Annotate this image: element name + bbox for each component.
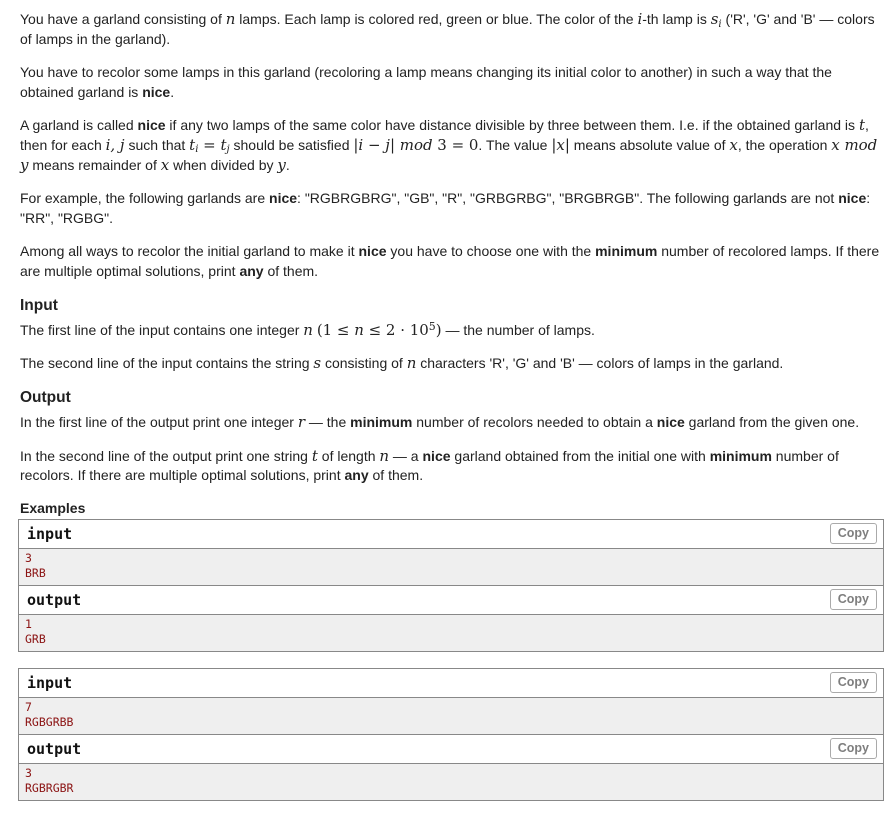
text-segment-n: |: [353, 135, 359, 154]
text-segment-u: i: [718, 18, 722, 30]
text-segment-n: |: [551, 135, 557, 154]
text-segment-b: nice: [422, 447, 451, 464]
text-segment: garland from the given one.: [684, 414, 860, 430]
text-segment: should be satisfied: [229, 136, 354, 153]
text-segment: . The value: [478, 136, 552, 153]
text-segment: : "RGBRGBRG", "GB", "R", "GRBGRBG", "BRGBRGB". The following garlands are not: [297, 190, 839, 207]
pre-line: 3: [25, 766, 32, 781]
text-segment-b: any: [239, 262, 264, 279]
text-segment: when divided by: [169, 156, 278, 173]
text-segment: In the second line of the output print one string: [20, 447, 312, 464]
pre-line: BRB: [25, 566, 46, 581]
text-segment: number of recolors. If there are multiple optimal solutions, print: [20, 447, 839, 484]
statement-paragraph-3: [20, 116, 884, 175]
copy-button[interactable]: Copy: [830, 589, 877, 610]
text-segment-m: t: [189, 135, 196, 154]
pre-line: 1: [25, 617, 32, 632]
input-section-title: Input: [20, 296, 58, 314]
text-segment: — a: [389, 447, 423, 464]
input-paragraph-1: [20, 321, 884, 341]
text-segment-m: mod: [399, 135, 433, 154]
text-segment-m: s: [710, 10, 719, 28]
pre-line: GRB: [25, 632, 46, 647]
statement-paragraph-2: [20, 63, 884, 102]
text-segment-n: |: [389, 135, 400, 154]
example-1-input-title: input: [27, 525, 73, 544]
text-segment: You have to recolor some lamps in this garland (recoloring a lamp means changing its initial color to another) in such a way that the obtained garland is: [20, 64, 832, 100]
example-1-input-data: [19, 549, 883, 586]
text-segment: number of recolors needed to obtain a: [412, 414, 657, 430]
text-segment-m: y: [277, 155, 286, 174]
text-segment: ('R', 'G' and 'B' — colors of lamps in the garland).: [20, 11, 875, 47]
text-segment: if any two lamps of the same color have distance divisible by three between them. I.e. if the obtained garland is: [165, 117, 859, 134]
text-segment: , then for each: [20, 117, 869, 153]
example-2-input-header: [19, 669, 883, 698]
text-segment-n: ): [435, 320, 442, 339]
pre-line: RGBGRBB: [25, 715, 74, 730]
example-test-2: [18, 668, 884, 801]
text-segment-m: t: [858, 116, 865, 135]
text-segment-b: nice: [142, 83, 171, 100]
text-segment-n: −: [363, 135, 386, 154]
text-segment-m: t: [311, 446, 318, 465]
text-segment-m: x: [729, 135, 738, 154]
text-segment: For example, the following garlands are: [20, 190, 270, 207]
text-segment: : "RR", "RGBG".: [20, 190, 871, 226]
example-test-1: [18, 519, 884, 652]
statement-paragraph-5: [20, 242, 884, 281]
text-segment-b: nice: [656, 414, 685, 430]
text-segment-n: (1 ≤: [316, 320, 355, 339]
text-segment-m: n: [354, 320, 364, 339]
pre-line: RGBRGBR: [25, 781, 74, 796]
text-segment-m: r: [297, 413, 305, 431]
text-segment-m: x: [556, 135, 565, 154]
example-2-output-data: [19, 764, 883, 800]
text-segment-s: 5: [428, 319, 436, 333]
text-segment: Among all ways to recolor the initial garland to make it: [20, 243, 359, 260]
text-segment-n: |: [564, 135, 570, 154]
text-segment: means absolute value of: [569, 136, 730, 153]
copy-button[interactable]: Copy: [830, 523, 877, 544]
text-segment-m: i, j: [105, 135, 125, 154]
text-segment-m: t: [220, 135, 227, 154]
text-segment: You have a garland consisting of: [20, 11, 226, 27]
example-1-output-title: output: [27, 591, 82, 610]
output-paragraph-2: [20, 447, 884, 486]
text-segment-m: j: [385, 135, 390, 154]
text-segment: — the number of lamps.: [441, 321, 595, 338]
text-segment-n: 3 = 0: [432, 135, 479, 154]
text-segment: of them.: [263, 262, 319, 279]
text-segment-m: n: [225, 10, 236, 28]
pre-line: 3: [25, 551, 32, 566]
text-segment-b: nice: [137, 117, 166, 134]
example-2-input-title: input: [27, 674, 73, 693]
text-segment-b: nice: [269, 190, 298, 207]
text-segment-m: x: [160, 155, 170, 174]
text-segment-n: =: [198, 135, 221, 154]
text-segment-b: any: [344, 467, 369, 484]
statement-paragraph-1: [20, 10, 884, 49]
text-segment-m: i: [637, 10, 643, 28]
text-segment-m: x mod y: [20, 135, 878, 174]
text-segment-b: minimum: [709, 447, 772, 464]
text-segment-m: n: [406, 354, 417, 373]
output-paragraph-1: [20, 413, 884, 433]
examples-title: Examples: [20, 499, 86, 516]
text-segment-u: i: [195, 144, 199, 156]
text-segment: .: [285, 156, 290, 173]
example-2-input-data: [19, 698, 883, 735]
text-segment: number of recolored lamps. If there are multiple optimal solutions, print: [20, 243, 880, 279]
statement-paragraph-4: [20, 189, 884, 228]
text-segment-b: minimum: [350, 414, 413, 430]
output-section-title: Output: [20, 388, 71, 406]
example-2-output-title: output: [27, 740, 82, 759]
text-segment-n: ≤ 2 · 10: [363, 320, 429, 339]
copy-button[interactable]: Copy: [830, 672, 877, 693]
text-segment: lamps. Each lamp is colored red, green or blue. The color of the: [235, 11, 638, 27]
text-segment-m: n: [379, 446, 390, 465]
pre-line: 7: [25, 700, 32, 715]
text-segment: The second line of the input contains the string: [20, 355, 314, 372]
example-1-output-header: [19, 586, 883, 615]
text-segment: means remainder of: [28, 156, 161, 173]
text-segment: of length: [317, 447, 380, 464]
text-segment: such that: [124, 136, 190, 153]
text-segment: consisting of: [321, 355, 407, 372]
text-segment: In the first line of the output print one integer: [20, 414, 298, 430]
example-1-output-data: [19, 615, 883, 651]
input-paragraph-2: [20, 354, 884, 374]
example-1-input-header: [19, 520, 883, 549]
text-segment: you have to choose one with the: [386, 243, 596, 260]
example-2-output-header: [19, 735, 883, 764]
text-segment-b: nice: [358, 243, 387, 260]
text-segment-m: i: [358, 135, 364, 154]
text-segment: -th lamp is: [642, 11, 711, 27]
text-segment-m: n: [303, 320, 313, 339]
copy-button[interactable]: Copy: [830, 738, 877, 759]
text-segment: — the: [305, 414, 351, 430]
text-segment: , the operation: [737, 136, 832, 153]
text-segment: of them.: [368, 467, 424, 484]
text-segment-b: minimum: [595, 243, 658, 260]
text-segment-m: s: [313, 354, 322, 373]
text-segment: characters 'R', 'G' and 'B' — colors of lamps in the garland.: [416, 355, 784, 372]
text-segment: The first line of the input contains one integer: [20, 321, 304, 338]
text-segment: garland obtained from the initial one with: [450, 447, 710, 464]
text-segment-u: j: [226, 144, 230, 156]
text-segment: A garland is called: [20, 117, 138, 134]
text-segment-b: nice: [838, 190, 867, 207]
text-segment: .: [170, 83, 175, 100]
